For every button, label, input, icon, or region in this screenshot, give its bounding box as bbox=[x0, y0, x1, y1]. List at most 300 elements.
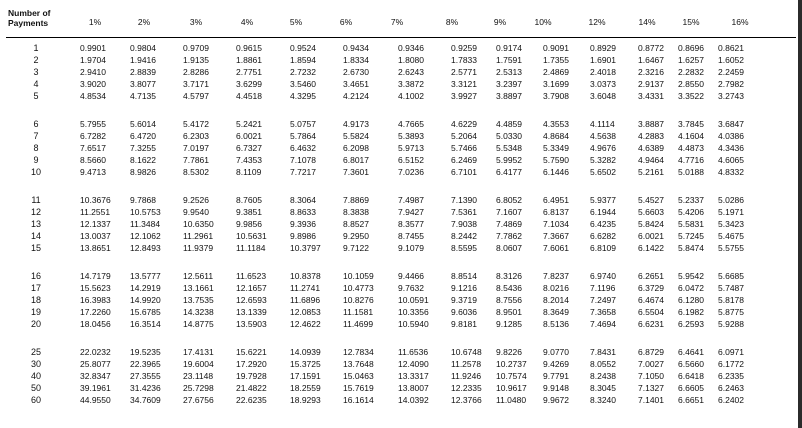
factor-cell: 15.6785 bbox=[130, 307, 161, 317]
factor-cell: 19.7928 bbox=[236, 371, 267, 381]
factor-cell: 4.4873 bbox=[678, 143, 704, 153]
payment-count: 16 bbox=[30, 271, 41, 281]
factor-cell: 6.4235 bbox=[590, 219, 616, 229]
factor-cell: 5.5755 bbox=[718, 243, 744, 253]
table-row bbox=[0, 130, 798, 142]
factor-cell: 4.5797 bbox=[183, 91, 209, 101]
factor-cell: 5.8424 bbox=[638, 219, 664, 229]
payment-count: 2 bbox=[33, 55, 39, 65]
table-row bbox=[0, 282, 798, 294]
factor-cell: 8.5660 bbox=[80, 155, 106, 165]
factor-cell: 1.6901 bbox=[590, 55, 616, 65]
factor-cell: 3.1699 bbox=[543, 79, 569, 89]
factor-cell: 2.8550 bbox=[678, 79, 704, 89]
factor-cell: 8.8527 bbox=[343, 219, 369, 229]
factor-cell: 10.5940 bbox=[398, 319, 429, 329]
factor-cell: 6.8052 bbox=[496, 195, 522, 205]
factor-cell: 3.6299 bbox=[236, 79, 262, 89]
factor-cell: 7.4353 bbox=[236, 155, 262, 165]
factor-cell: 27.3555 bbox=[130, 371, 161, 381]
factor-cell: 3.2397 bbox=[496, 79, 522, 89]
factor-cell: 0.9709 bbox=[183, 43, 209, 53]
factor-cell: 8.2438 bbox=[590, 371, 616, 381]
factor-cell: 11.2578 bbox=[451, 359, 482, 369]
factor-cell: 1.9135 bbox=[183, 55, 209, 65]
factor-cell: 9.9856 bbox=[236, 219, 262, 229]
factor-cell: 8.3649 bbox=[543, 307, 569, 317]
factor-cell: 6.1422 bbox=[638, 243, 664, 253]
factor-cell: 13.8007 bbox=[398, 383, 429, 393]
factor-cell: 14.7179 bbox=[80, 271, 111, 281]
factor-cell: 14.0939 bbox=[290, 347, 321, 357]
factor-cell: 6.8017 bbox=[343, 155, 369, 165]
factor-cell: 1.8861 bbox=[236, 55, 262, 65]
factor-cell: 23.1148 bbox=[183, 371, 214, 381]
factor-cell: 3.4331 bbox=[638, 91, 664, 101]
factor-cell: 5.9377 bbox=[590, 195, 616, 205]
factor-cell: 12.1657 bbox=[236, 283, 267, 293]
factor-cell: 1.9704 bbox=[80, 55, 106, 65]
factor-cell: 7.1607 bbox=[496, 207, 522, 217]
factor-cell: 25.7298 bbox=[183, 383, 214, 393]
factor-cell: 9.9148 bbox=[543, 383, 569, 393]
factor-cell: 15.0463 bbox=[343, 371, 374, 381]
factor-cell: 7.0197 bbox=[183, 143, 209, 153]
factor-cell: 11.4699 bbox=[343, 319, 374, 329]
factor-cell: 0.8772 bbox=[638, 43, 664, 53]
factor-cell: 17.2260 bbox=[80, 307, 111, 317]
factor-cell: 6.2402 bbox=[718, 395, 744, 405]
factor-cell: 4.6229 bbox=[451, 119, 477, 129]
payment-count: 9 bbox=[33, 155, 39, 165]
factor-cell: 3.2743 bbox=[718, 91, 744, 101]
factor-cell: 12.8493 bbox=[130, 243, 161, 253]
factor-cell: 14.3238 bbox=[183, 307, 214, 317]
factor-cell: 3.6048 bbox=[590, 91, 616, 101]
rate-header: 7% bbox=[390, 17, 404, 27]
factor-cell: 5.2421 bbox=[236, 119, 262, 129]
factor-cell: 6.1446 bbox=[543, 167, 569, 177]
factor-cell: 3.8077 bbox=[130, 79, 156, 89]
factor-cell: 8.9501 bbox=[496, 307, 522, 317]
factor-cell: 3.6847 bbox=[718, 119, 744, 129]
factor-cell: 2.9137 bbox=[638, 79, 664, 89]
payment-count: 12 bbox=[30, 207, 41, 217]
factor-cell: 5.6603 bbox=[638, 207, 664, 217]
factor-cell: 6.5504 bbox=[638, 307, 664, 317]
factor-cell: 9.2950 bbox=[343, 231, 369, 241]
factor-cell: 4.1114 bbox=[590, 119, 615, 129]
factor-cell: 18.0456 bbox=[80, 319, 111, 329]
factor-cell: 10.3797 bbox=[290, 243, 321, 253]
factor-cell: 4.9464 bbox=[638, 155, 664, 165]
payment-count: 7 bbox=[33, 131, 39, 141]
payment-count: 18 bbox=[30, 295, 41, 305]
factor-cell: 3.3522 bbox=[678, 91, 704, 101]
rate-header: 5% bbox=[289, 17, 303, 27]
factor-cell: 0.8621 bbox=[718, 43, 744, 53]
factor-cell: 8.7605 bbox=[236, 195, 262, 205]
factor-cell: 9.7791 bbox=[543, 371, 569, 381]
payment-count: 14 bbox=[30, 231, 41, 241]
rate-header: 1% bbox=[88, 17, 102, 27]
factor-cell: 6.4951 bbox=[543, 195, 569, 205]
factor-cell: 4.7665 bbox=[398, 119, 424, 129]
table-row bbox=[0, 90, 798, 102]
factor-cell: 7.7217 bbox=[290, 167, 316, 177]
factor-cell: 5.3282 bbox=[590, 155, 616, 165]
factor-cell: 13.3317 bbox=[398, 371, 429, 381]
factor-cell: 17.1591 bbox=[290, 371, 321, 381]
factor-cell: 6.6651 bbox=[678, 395, 704, 405]
factor-cell: 2.5313 bbox=[496, 67, 522, 77]
factor-cell: 12.1337 bbox=[80, 219, 111, 229]
factor-cell: 6.2098 bbox=[343, 143, 369, 153]
factor-cell: 2.2459 bbox=[718, 67, 744, 77]
factor-cell: 4.4518 bbox=[236, 91, 262, 101]
factor-cell: 10.8378 bbox=[290, 271, 321, 281]
factor-cell: 5.6502 bbox=[590, 167, 616, 177]
factor-cell: 1.8080 bbox=[398, 55, 424, 65]
factor-cell: 13.5903 bbox=[236, 319, 267, 329]
factor-cell: 5.2064 bbox=[451, 131, 477, 141]
factor-cell: 3.9927 bbox=[451, 91, 477, 101]
factor-cell: 10.6748 bbox=[451, 347, 482, 357]
factor-cell: 9.8986 bbox=[290, 231, 316, 241]
factor-cell: 17.4131 bbox=[183, 347, 214, 357]
factor-cell: 11.6523 bbox=[236, 271, 267, 281]
factor-cell: 5.7245 bbox=[678, 231, 704, 241]
table-row bbox=[0, 370, 798, 382]
table-row bbox=[0, 66, 798, 78]
factor-cell: 3.4651 bbox=[343, 79, 369, 89]
factor-cell: 9.4713 bbox=[80, 167, 106, 177]
factor-cell: 13.7535 bbox=[183, 295, 214, 305]
factor-cell: 5.7864 bbox=[290, 131, 316, 141]
factor-cell: 14.9920 bbox=[130, 295, 161, 305]
factor-cell: 9.9540 bbox=[183, 207, 209, 217]
factor-cell: 7.7862 bbox=[496, 231, 522, 241]
factor-cell: 7.2497 bbox=[590, 295, 616, 305]
factor-cell: 5.7955 bbox=[80, 119, 106, 129]
factor-cell: 5.8775 bbox=[718, 307, 744, 317]
factor-cell: 5.4206 bbox=[678, 207, 704, 217]
factor-cell: 12.2335 bbox=[451, 383, 482, 393]
factor-cell: 7.4869 bbox=[496, 219, 522, 229]
factor-cell: 18.2559 bbox=[290, 383, 321, 393]
factor-cell: 12.0853 bbox=[290, 307, 321, 317]
payment-count: 17 bbox=[30, 283, 41, 293]
factor-cell: 1.8594 bbox=[290, 55, 316, 65]
factor-cell: 5.5824 bbox=[343, 131, 369, 141]
factor-cell: 5.3893 bbox=[398, 131, 424, 141]
factor-cell: 4.3295 bbox=[290, 91, 316, 101]
factor-cell: 7.5361 bbox=[451, 207, 477, 217]
factor-cell: 0.9174 bbox=[496, 43, 522, 53]
factor-cell: 6.8109 bbox=[590, 243, 616, 253]
factor-cell: 25.8077 bbox=[80, 359, 111, 369]
factor-cell: 5.2337 bbox=[678, 195, 704, 205]
table-row bbox=[0, 382, 798, 394]
table-row bbox=[0, 242, 798, 254]
factor-cell: 5.4527 bbox=[638, 195, 664, 205]
factor-cell: 0.8929 bbox=[590, 43, 616, 53]
factor-cell: 12.3766 bbox=[451, 395, 482, 405]
factor-cell: 15.6221 bbox=[236, 347, 267, 357]
factor-cell: 5.0286 bbox=[718, 195, 744, 205]
factor-cell: 39.1961 bbox=[80, 383, 111, 393]
factor-cell: 9.3851 bbox=[236, 207, 262, 217]
factor-cell: 17.2920 bbox=[236, 359, 267, 369]
factor-cell: 13.8651 bbox=[80, 243, 111, 253]
payment-count: 13 bbox=[30, 219, 41, 229]
factor-cell: 6.5660 bbox=[678, 359, 704, 369]
factor-cell: 6.7282 bbox=[80, 131, 106, 141]
factor-cell: 16.3983 bbox=[80, 295, 111, 305]
factor-cell: 7.3667 bbox=[543, 231, 569, 241]
factor-cell: 32.8347 bbox=[80, 371, 111, 381]
factor-cell: 5.6685 bbox=[718, 271, 744, 281]
table-row bbox=[0, 118, 798, 130]
rate-header: 8% bbox=[445, 17, 459, 27]
factor-cell: 8.1622 bbox=[130, 155, 156, 165]
factor-cell: 6.3729 bbox=[638, 283, 664, 293]
payment-count: 8 bbox=[33, 143, 39, 153]
factor-cell: 11.2741 bbox=[290, 283, 321, 293]
factor-cell: 5.8178 bbox=[718, 295, 744, 305]
factor-cell: 11.2961 bbox=[183, 231, 214, 241]
factor-cell: 4.4859 bbox=[496, 119, 522, 129]
factor-cell: 1.7591 bbox=[496, 55, 522, 65]
factor-cell: 6.2303 bbox=[183, 131, 209, 141]
factor-cell: 8.3126 bbox=[496, 271, 522, 281]
factor-cell: 6.1772 bbox=[718, 359, 744, 369]
factor-cell: 7.4987 bbox=[398, 195, 424, 205]
factor-cell: 16.1614 bbox=[343, 395, 374, 405]
factor-cell: 15.7619 bbox=[343, 383, 374, 393]
factor-cell: 2.6730 bbox=[343, 67, 369, 77]
factor-cell: 2.3216 bbox=[638, 67, 664, 77]
factor-cell: 2.4018 bbox=[590, 67, 616, 77]
factor-cell: 1.6052 bbox=[718, 55, 744, 65]
factor-cell: 8.3577 bbox=[398, 219, 424, 229]
factor-cell: 2.7232 bbox=[290, 67, 316, 77]
factor-cell: 31.4236 bbox=[130, 383, 161, 393]
table-row bbox=[0, 206, 798, 218]
factor-cell: 7.1390 bbox=[451, 195, 477, 205]
factor-cell: 1.6257 bbox=[678, 55, 704, 65]
factor-cell: 6.0021 bbox=[236, 131, 262, 141]
factor-cell: 9.2526 bbox=[183, 195, 209, 205]
factor-cell: 3.0373 bbox=[590, 79, 616, 89]
table-row bbox=[0, 306, 798, 318]
factor-cell: 4.1604 bbox=[678, 131, 704, 141]
factor-cell: 15.3725 bbox=[290, 359, 321, 369]
payment-count: 4 bbox=[33, 79, 39, 89]
factor-cell: 8.8633 bbox=[290, 207, 316, 217]
factor-cell: 27.6756 bbox=[183, 395, 214, 405]
factor-cell: 6.7327 bbox=[236, 143, 262, 153]
payment-count: 6 bbox=[33, 119, 39, 129]
factor-cell: 6.7101 bbox=[451, 167, 477, 177]
factor-cell: 6.2469 bbox=[451, 155, 477, 165]
factor-cell: 8.0552 bbox=[590, 359, 616, 369]
factor-cell: 6.6282 bbox=[590, 231, 616, 241]
factor-cell: 34.7609 bbox=[130, 395, 161, 405]
factor-cell: 7.9427 bbox=[398, 207, 424, 217]
factor-cell: 8.3064 bbox=[290, 195, 316, 205]
factor-cell: 6.4632 bbox=[290, 143, 316, 153]
factor-cell: 9.9672 bbox=[543, 395, 569, 405]
factor-cell: 19.6004 bbox=[183, 359, 214, 369]
factor-cell: 2.7751 bbox=[236, 67, 262, 77]
factor-cell: 9.7632 bbox=[398, 283, 424, 293]
factor-cell: 4.7716 bbox=[678, 155, 704, 165]
payment-count: 60 bbox=[30, 395, 41, 405]
factor-cell: 44.9550 bbox=[80, 395, 111, 405]
factor-cell: 21.4822 bbox=[236, 383, 267, 393]
factor-cell: 4.9173 bbox=[343, 119, 369, 129]
factor-cell: 9.4269 bbox=[543, 359, 569, 369]
factor-cell: 1.9416 bbox=[130, 55, 156, 65]
factor-cell: 7.0027 bbox=[638, 359, 664, 369]
factor-cell: 11.6896 bbox=[290, 295, 321, 305]
payment-count: 1 bbox=[33, 43, 39, 53]
factor-cell: 0.9091 bbox=[543, 43, 569, 53]
factor-cell: 9.6036 bbox=[451, 307, 477, 317]
factor-cell: 13.7648 bbox=[343, 359, 374, 369]
factor-cell: 5.9952 bbox=[496, 155, 522, 165]
factor-cell: 0.9524 bbox=[290, 43, 316, 53]
factor-cell: 10.5753 bbox=[130, 207, 161, 217]
factor-cell: 5.0330 bbox=[496, 131, 522, 141]
factor-cell: 2.8286 bbox=[183, 67, 209, 77]
payment-count: 40 bbox=[30, 371, 41, 381]
payment-count: 5 bbox=[33, 91, 39, 101]
factor-cell: 10.5631 bbox=[236, 231, 267, 241]
factor-cell: 5.8474 bbox=[678, 243, 704, 253]
factor-cell: 7.1050 bbox=[638, 371, 664, 381]
factor-cell: 8.3838 bbox=[343, 207, 369, 217]
payment-count: 15 bbox=[30, 243, 41, 253]
factor-cell: 4.2124 bbox=[343, 91, 369, 101]
factor-cell: 4.2883 bbox=[638, 131, 664, 141]
factor-cell: 7.8237 bbox=[543, 271, 569, 281]
factor-cell: 6.8729 bbox=[638, 347, 664, 357]
factor-cell: 8.1109 bbox=[236, 167, 262, 177]
factor-cell: 5.6014 bbox=[130, 119, 156, 129]
rate-header: 15% bbox=[682, 17, 700, 27]
factor-cell: 4.8684 bbox=[543, 131, 569, 141]
factor-cell: 3.9020 bbox=[80, 79, 106, 89]
factor-cell: 6.6231 bbox=[638, 319, 664, 329]
factor-cell: 5.9288 bbox=[718, 319, 744, 329]
rate-header: 3% bbox=[189, 17, 203, 27]
factor-cell: 11.6536 bbox=[398, 347, 429, 357]
factor-cell: 6.4177 bbox=[496, 167, 522, 177]
factor-cell: 5.7466 bbox=[451, 143, 477, 153]
factor-cell: 3.7908 bbox=[543, 91, 569, 101]
factor-cell: 8.9826 bbox=[130, 167, 156, 177]
factor-cell: 1.6467 bbox=[638, 55, 664, 65]
factor-cell: 1.7833 bbox=[451, 55, 477, 65]
factor-cell: 8.0607 bbox=[496, 243, 522, 253]
factor-cell: 7.6061 bbox=[543, 243, 569, 253]
factor-cell: 6.2335 bbox=[718, 371, 744, 381]
factor-cell: 4.8332 bbox=[718, 167, 744, 177]
payment-count: 19 bbox=[30, 307, 41, 317]
number-of-payments-header: Number of Payments bbox=[8, 8, 51, 28]
factor-cell: 3.3872 bbox=[398, 79, 424, 89]
factor-cell: 7.7861 bbox=[183, 155, 209, 165]
factor-cell: 22.0232 bbox=[80, 347, 111, 357]
rate-header: 14% bbox=[638, 17, 656, 27]
factor-cell: 7.1401 bbox=[638, 395, 664, 405]
payment-count: 50 bbox=[30, 383, 41, 393]
factor-cell: 8.2014 bbox=[543, 295, 569, 305]
factor-cell: 6.9740 bbox=[590, 271, 616, 281]
rate-header: 16% bbox=[731, 17, 749, 27]
factor-cell: 2.9410 bbox=[80, 67, 106, 77]
factor-cell: 18.9293 bbox=[290, 395, 321, 405]
factor-cell: 8.5302 bbox=[183, 167, 209, 177]
factor-cell: 0.9434 bbox=[343, 43, 369, 53]
factor-cell: 9.0770 bbox=[543, 347, 569, 357]
factor-cell: 8.5136 bbox=[543, 319, 569, 329]
rate-header: 6% bbox=[339, 17, 353, 27]
factor-cell: 12.7834 bbox=[343, 347, 374, 357]
factor-cell: 9.7122 bbox=[343, 243, 369, 253]
factor-cell: 7.1196 bbox=[590, 283, 616, 293]
factor-cell: 6.1982 bbox=[678, 307, 704, 317]
factor-cell: 4.0386 bbox=[718, 131, 744, 141]
factor-cell: 7.1034 bbox=[543, 219, 569, 229]
factor-cell: 0.9259 bbox=[451, 43, 477, 53]
rate-header: 2% bbox=[137, 17, 151, 27]
factor-cell: 0.9346 bbox=[398, 43, 424, 53]
payment-count: 20 bbox=[30, 319, 41, 329]
factor-cell: 11.3484 bbox=[130, 219, 161, 229]
factor-cell: 8.5436 bbox=[496, 283, 522, 293]
factor-cell: 2.7982 bbox=[718, 79, 744, 89]
rate-header: 4% bbox=[240, 17, 254, 27]
factor-cell: 4.3436 bbox=[718, 143, 744, 153]
table-row bbox=[0, 230, 798, 242]
factor-cell: 10.1059 bbox=[343, 271, 374, 281]
factor-cell: 19.5235 bbox=[130, 347, 161, 357]
factor-cell: 3.3121 bbox=[451, 79, 477, 89]
factor-cell: 4.1002 bbox=[398, 91, 424, 101]
factor-cell: 7.8431 bbox=[590, 347, 616, 357]
factor-cell: 5.0188 bbox=[678, 167, 704, 177]
factor-cell: 13.1661 bbox=[183, 283, 214, 293]
factor-cell: 2.8839 bbox=[130, 67, 156, 77]
factor-cell: 12.6593 bbox=[236, 295, 267, 305]
table-row bbox=[0, 346, 798, 358]
factor-cell: 4.9676 bbox=[590, 143, 616, 153]
factor-cell: 6.8137 bbox=[543, 207, 569, 217]
factor-cell: 4.3553 bbox=[543, 119, 569, 129]
factor-cell: 5.4172 bbox=[183, 119, 209, 129]
factor-cell: 5.5348 bbox=[496, 143, 522, 153]
factor-cell: 8.2442 bbox=[451, 231, 477, 241]
factor-cell: 5.0757 bbox=[290, 119, 316, 129]
factor-cell: 9.1216 bbox=[451, 283, 477, 293]
factor-cell: 12.5611 bbox=[183, 271, 214, 281]
factor-cell: 16.3514 bbox=[130, 319, 161, 329]
factor-cell: 13.0037 bbox=[80, 231, 111, 241]
rate-header: 9% bbox=[493, 17, 507, 27]
